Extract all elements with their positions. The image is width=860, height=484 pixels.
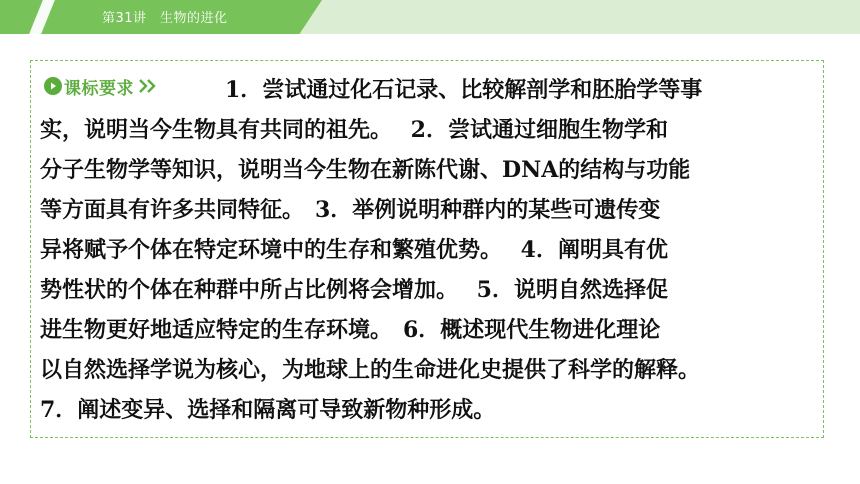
text-line-5: 异将赋予个体在特定环境中的生存和繁殖优势。 4．阐明具有优: [40, 237, 668, 263]
lesson-title: 第31讲 生物的进化: [102, 11, 228, 26]
text-line-2: 实，说明当今生物具有共同的祖先。 2．尝试通过细胞生物学和: [40, 117, 668, 143]
text-line-4: 等方面具有许多共同特征。 3．举例说明种群内的某些可遗传变: [40, 197, 661, 223]
text-line-1: 1．尝试通过化石记录、比较解剖学和胚胎学等事: [225, 77, 703, 103]
text-line-9: 7．阐述变异、选择和隔离可导致新物种形成。: [40, 397, 496, 423]
text-line-3: 分子生物学等知识，说明当今生物在新陈代谢、DNA的结构与功能: [40, 157, 691, 183]
badge-label: 课标要求: [64, 78, 134, 99]
requirements-text: [40, 70, 825, 430]
text-line-6: 势性状的个体在种群中所占比例将会增加。 5．说明自然选择促: [40, 277, 668, 303]
text-line-7: 进生物更好地适应特定的生存环境。 6．概述现代生物进化理论: [40, 317, 661, 343]
text-line-8: 以自然选择学说为核心，为地球上的生命进化史提供了科学的解释。: [40, 357, 701, 383]
